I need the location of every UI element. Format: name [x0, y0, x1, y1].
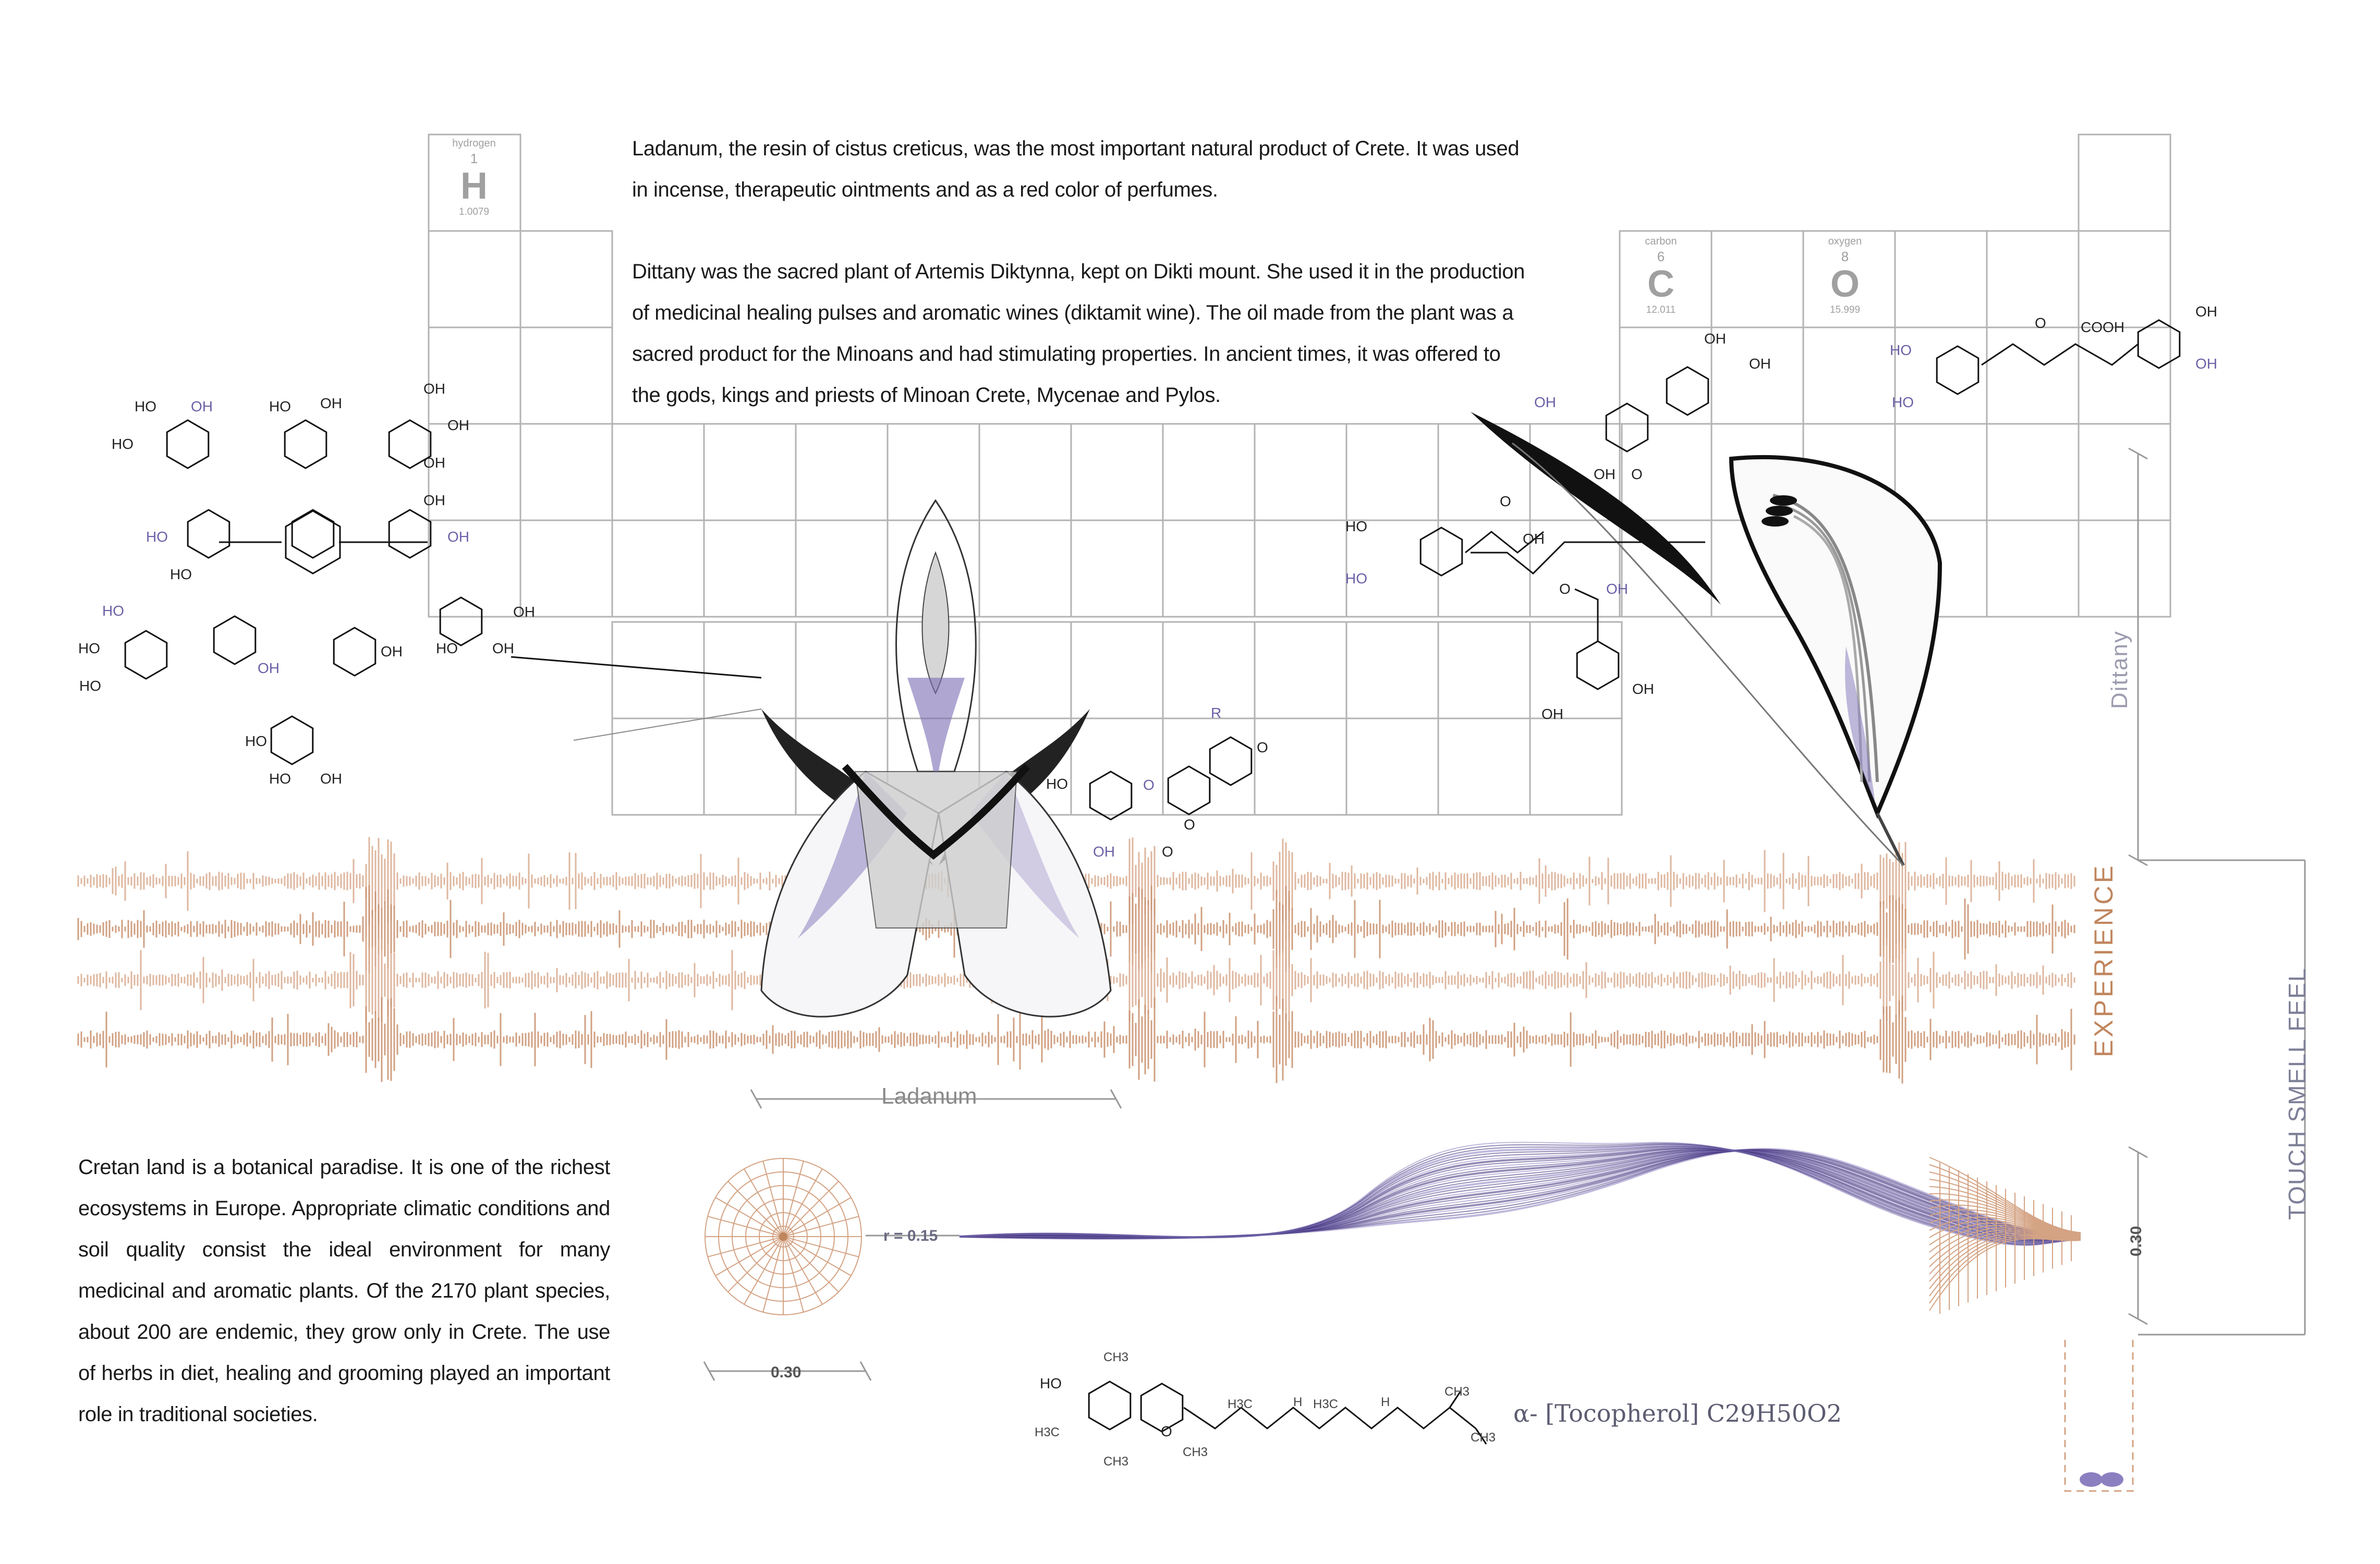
grid-cell [1530, 718, 1622, 815]
grid-cell [1163, 622, 1255, 718]
chemical-bond [1982, 344, 2138, 365]
chem-atom-label: CH3 [1471, 1431, 1496, 1445]
element-symbol: H [460, 165, 488, 207]
element-symbol: O [1830, 263, 1860, 305]
chem-atom-label: COOH [2081, 319, 2124, 335]
dittany-leaf-illustration [1471, 412, 1940, 865]
chem-atom-label: OH [513, 604, 535, 620]
element-oxygen [1800, 233, 1890, 326]
grid-cell [704, 622, 796, 718]
grid-cell [1071, 718, 1163, 815]
chem-atom-label: O [1161, 1423, 1172, 1439]
benzene-ring [292, 510, 334, 558]
chem-atom-label: HO [102, 603, 124, 619]
grid-cell [429, 231, 520, 327]
chem-atom-label: OH [423, 381, 445, 397]
grid-cell [1255, 424, 1346, 520]
grid-cell [704, 520, 796, 617]
chem-atom-label: OH [423, 492, 445, 508]
ladanum-flower-illustration [574, 500, 1111, 1017]
element-symbol: C [1647, 263, 1674, 305]
benzene-ring [167, 420, 209, 468]
circle-dimension-label: 0.30 [771, 1364, 802, 1381]
grid-cell [520, 424, 612, 520]
chem-atom-label: HO [245, 733, 267, 749]
benzene-ring [440, 597, 482, 645]
ladanum-paragraph: Ladanum, the resin of cistus creticus, was the most important natural product of Crete. It was used in incense, therapeutic ointments and as a red color of perfumes. [632, 137, 1520, 201]
grid-cell [1163, 520, 1255, 617]
benzene-ring [1090, 772, 1132, 820]
element-mass: 15.999 [1829, 304, 1861, 315]
chem-atom-label: OH [381, 643, 403, 659]
chem-atom-label: HO [170, 566, 192, 582]
chem-atom-label: OH [492, 640, 514, 656]
chem-atom-label: R [1211, 705, 1222, 721]
grid-cell [1438, 622, 1530, 718]
grid-cell [1711, 231, 1803, 327]
grid-cell [1163, 424, 1255, 520]
element-mass: 12.011 [1646, 304, 1676, 315]
polar-grid-circle [705, 1158, 861, 1315]
chem-atom-label: HO [1345, 570, 1367, 586]
radius-label: r = 0.15 [883, 1227, 938, 1244]
chem-atom-label: CH3 [1183, 1445, 1208, 1459]
vertical-dimension-label: 0.30 [2128, 1226, 2145, 1256]
grid-cell [1071, 424, 1163, 520]
grid-cell [429, 327, 520, 424]
chem-atom-label: HO [112, 436, 133, 452]
grid-cell [979, 424, 1071, 520]
chem-atom-label: H3C [1313, 1397, 1339, 1411]
grid-cell [429, 520, 520, 617]
chem-atom-label: HO [1892, 394, 1914, 410]
chem-atom-label: HO [1040, 1375, 1062, 1391]
chem-atom-label: OH [1704, 331, 1726, 347]
chem-atom-label: OH [1534, 394, 1556, 410]
chem-atom-label: OH [1523, 531, 1545, 547]
element-number: 8 [1841, 249, 1849, 264]
chem-atom-label: HO [1345, 518, 1367, 534]
chem-atom-label: O [1184, 816, 1195, 833]
benzene-ring [1577, 641, 1619, 689]
chem-atom-label: HO [146, 529, 168, 545]
grid-cell [520, 327, 612, 424]
dittany-label: Dittany [2107, 630, 2132, 709]
benzene-ring [1937, 346, 1978, 394]
grid-cell [2079, 135, 2170, 231]
element-number: 6 [1657, 249, 1665, 264]
chem-atom-label: HO [135, 398, 156, 414]
chem-atom-label: O [2035, 315, 2046, 331]
grid-cell [1987, 327, 2079, 424]
grid-cell [1530, 622, 1622, 718]
grid-cell [612, 520, 704, 617]
grid-cell [1346, 718, 1438, 815]
chem-atom-label: H [1293, 1395, 1303, 1409]
chem-atom-label: O [1162, 844, 1173, 860]
chem-atom-label: HO [79, 678, 101, 694]
chem-atom-label: H3C [1228, 1397, 1253, 1411]
grid-cell [612, 622, 704, 718]
chem-atom-label: OH [320, 395, 342, 411]
grid-cell [796, 520, 888, 617]
grid-cell [1346, 622, 1438, 718]
grid-cell [1895, 231, 1987, 327]
tocopherol-formula-label: α- [Tocopherol] C29H50O2 [1513, 1399, 1842, 1427]
polar-center [779, 1232, 787, 1241]
chem-atom-label: OH [320, 771, 342, 787]
benzene-ring [125, 631, 167, 679]
chem-atom-label: OH [1749, 356, 1771, 372]
chem-atom-label: OH [423, 455, 445, 471]
grid-cell [1255, 622, 1346, 718]
chem-atom-label: O [1143, 777, 1155, 793]
chem-atom-label: O [1500, 493, 1511, 509]
chem-atom-label: O [1631, 466, 1643, 482]
vial-outline [2065, 1340, 2133, 1491]
cretan-paragraph: Cretan land is a botanical paradise. It is one of the richest ecosystems in Europe. Appropriate climatic conditions and soil quality consist the ideal environment for many medicinal and aromatic plants. Of the 2170 plant species, about 200 are endemic, they grow only in Crete. The use of herbs in diet, healing and grooming played an important role in traditional societies. [78, 1156, 610, 1426]
grid-cell [979, 622, 1071, 718]
chem-atom-label: HO [269, 771, 291, 787]
chem-atom-label: HO [269, 398, 291, 414]
chem-atom-label: OH [2195, 303, 2217, 320]
grid-cell [1255, 520, 1346, 617]
grid-cell [1803, 327, 1895, 424]
element-carbon [1616, 233, 1706, 326]
grid-cell [2079, 424, 2170, 520]
grid-cell [1071, 622, 1163, 718]
grid-cell [2079, 520, 2170, 617]
grid-cell [520, 520, 612, 617]
grid-cell [979, 520, 1071, 617]
benzene-ring [188, 510, 229, 558]
benzene-ring [214, 616, 256, 664]
chem-atom-label: OH [1632, 681, 1654, 697]
chemical-bond [511, 657, 761, 678]
chem-atom-label: OH [447, 417, 469, 433]
element-name: hydrogen [452, 138, 496, 149]
benzene-ring [271, 716, 313, 764]
grid-cell [796, 424, 888, 520]
chem-atom-label: OH [447, 529, 469, 545]
benzene-ring [1420, 528, 1462, 576]
aroma-ribbon [960, 1142, 2081, 1245]
grid-cell [520, 231, 612, 327]
chem-atom-label: HO [436, 640, 458, 656]
grid-cell [1987, 520, 2079, 617]
chem-atom-label: HO [1046, 776, 1068, 792]
chem-atom-label: O [1257, 739, 1268, 755]
chem-atom-label: H [1381, 1395, 1390, 1409]
grid-cell [612, 424, 704, 520]
benzene-ring [389, 510, 431, 558]
chem-atom-label: OH [1594, 466, 1616, 482]
element-name: oxygen [1828, 236, 1862, 247]
grid-cell [1071, 520, 1163, 617]
chem-atom-label: HO [78, 640, 100, 656]
chem-atom-label: OH [1606, 581, 1628, 597]
grid-cell [1163, 718, 1255, 815]
grid-cell [2079, 231, 2170, 327]
grid-cell [1346, 424, 1438, 520]
element-number: 1 [470, 151, 478, 166]
experience-label: EXPERIENCE [2089, 863, 2118, 1057]
chem-atom-label: O [1559, 581, 1571, 597]
grid-cell [796, 622, 888, 718]
grid-cell [612, 718, 704, 815]
chem-atom-label: OH [2195, 356, 2217, 372]
grid-cell [888, 424, 979, 520]
chem-atom-label: OH [191, 398, 213, 414]
grid-cell [704, 424, 796, 520]
grid-cell [1255, 718, 1346, 815]
benzene-ring [1168, 766, 1210, 814]
grid-cell [2079, 327, 2170, 424]
chem-atom-label: CH3 [1103, 1455, 1129, 1469]
dittany-paragraph: Dittany was the sacred plant of Artemis Diktynna, kept on Dikti mount. She used it in the production of medicinal healing pulses and aromatic wines (diktamit wine). The oil made from the plant was a sacred product for the Minoans and had stimulating properties. In ancient times, it was offered to the gods, kings and priests of Minoan Crete, Mycenae and Pylos. [632, 260, 1525, 407]
element-hydrogen [429, 135, 519, 228]
ladanum-label: Ladanum [881, 1083, 977, 1109]
chem-atom-label: OH [1093, 844, 1115, 860]
chem-atom-label: OH [258, 660, 280, 676]
benzene-ring [285, 420, 326, 468]
element-mass: 1.0079 [458, 206, 490, 217]
grid-cell [1438, 718, 1530, 815]
benzene-ring [1667, 367, 1708, 415]
touch-smell-feel-label: TOUCH SMELL FEEL [2284, 967, 2311, 1220]
chemical-bond [1575, 589, 1598, 641]
chem-atom-label: CH3 [1103, 1350, 1129, 1364]
benzene-ring [334, 628, 375, 676]
grid-cell [1987, 231, 2079, 327]
benzene-ring [1606, 404, 1648, 451]
scent-funnel [1929, 1157, 2081, 1314]
chem-atom-label: CH3 [1444, 1385, 1470, 1399]
grid-cell [1987, 424, 2079, 520]
element-name: carbon [1645, 236, 1677, 247]
chem-atom-label: H3C [1035, 1425, 1060, 1439]
benzene-ring [1089, 1382, 1131, 1429]
chem-atom-label: HO [1890, 342, 1912, 358]
chem-atom-label: OH [1541, 706, 1563, 722]
benzene-ring [1210, 737, 1252, 785]
